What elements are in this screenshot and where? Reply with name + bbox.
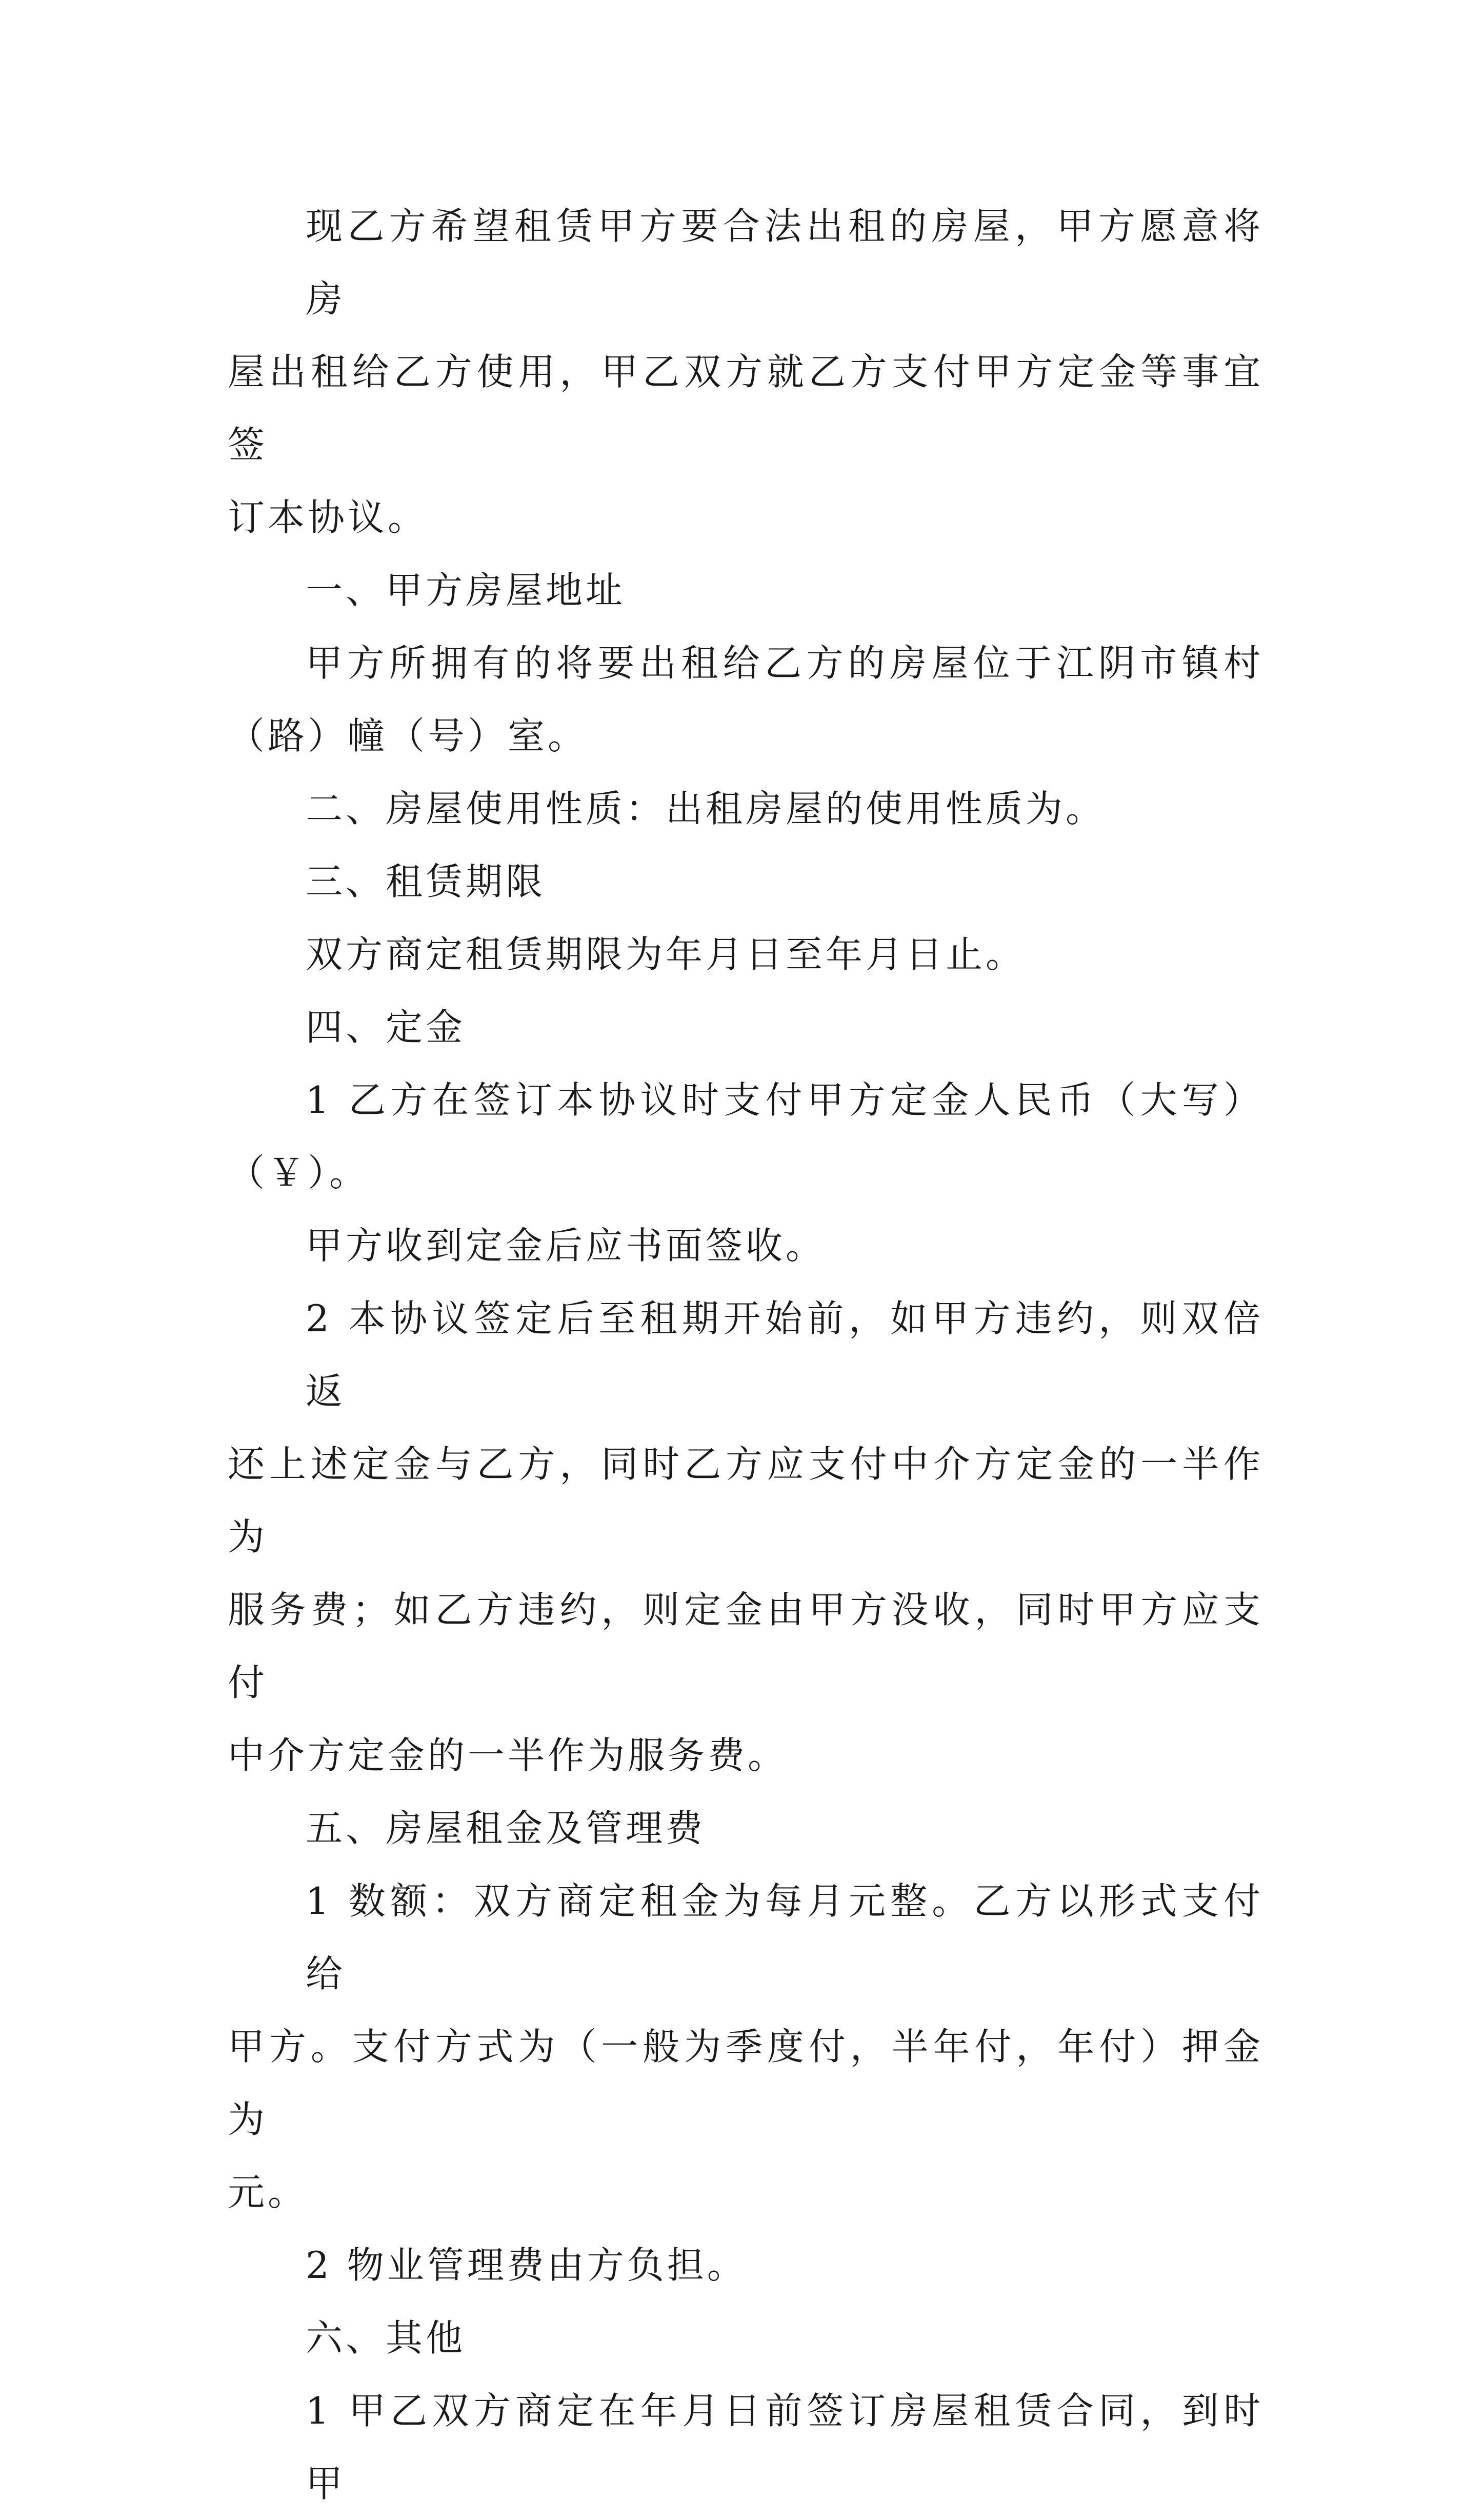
- paragraph-intro: [228, 190, 1264, 554]
- text-line: 1 乙方在签订本协议时支付甲方定金人民币（大写）: [306, 1078, 1264, 1122]
- text-line: 订本协议。: [228, 496, 428, 539]
- heading-text: 二、房屋使用性质：出租房屋的使用性质为。: [306, 787, 1106, 830]
- heading-text: 四、定金: [306, 1006, 466, 1049]
- heading-text: 一、甲方房屋地址: [306, 569, 626, 612]
- text-line: 服务费；如乙方违约，则定金由甲方没收，同时甲方应支付: [228, 1588, 1264, 1704]
- text-line: 双方商定租赁期限为年月日至年月日止。: [306, 933, 1026, 976]
- heading-text: 三、租赁期限: [306, 860, 546, 903]
- paragraph-deposit-2: [228, 1282, 1264, 1792]
- text-line: 甲方。支付方式为（一般为季度付，半年付，年付）押金为: [228, 2025, 1264, 2141]
- heading-text: 六、其他: [306, 2316, 466, 2359]
- text-line: 中介方定金的一半作为服务费。: [228, 1734, 788, 1777]
- section-heading-4: [228, 991, 1264, 1064]
- text-line: 甲方收到定金后应书面签收。: [306, 1224, 826, 1267]
- paragraph-lease-term: [228, 918, 1264, 991]
- section-heading-6: [228, 2302, 1264, 2374]
- text-line: 元。: [228, 2171, 308, 2214]
- text-line: 屋出租给乙方使用，甲乙双方就乙方支付甲方定金等事宜签: [228, 350, 1264, 466]
- text-line: （路）幢（号）室。: [228, 714, 588, 757]
- paragraph-address: [228, 627, 1264, 772]
- document-body: [228, 190, 1264, 2520]
- paragraph-rent-amount: [228, 1865, 1264, 2229]
- section-heading-2: [228, 772, 1264, 845]
- paragraph-other-1: [228, 2374, 1264, 2520]
- text-line: 甲方所拥有的将要出租给乙方的房屋位于江阴市镇村: [306, 642, 1264, 685]
- section-heading-1: [228, 554, 1264, 627]
- heading-text: 五、房屋租金及管理费: [306, 1807, 706, 1850]
- text-line: 1 甲乙双方商定在年月日前签订房屋租赁合同，到时甲: [306, 2389, 1264, 2505]
- paragraph-management-fee: [228, 2229, 1264, 2302]
- text-line: 2 物业管理费由方负担。: [306, 2244, 747, 2287]
- section-heading-5: [228, 1792, 1264, 1865]
- text-line: 还上述定金与乙方，同时乙方应支付中介方定金的一半作为: [228, 1443, 1264, 1558]
- text-line: 现乙方希望租赁甲方要合法出租的房屋，甲方愿意将房: [306, 205, 1264, 321]
- paragraph-deposit-receipt: [228, 1209, 1264, 1282]
- text-line: （￥）。: [228, 1151, 370, 1194]
- paragraph-deposit-1: [228, 1064, 1264, 1209]
- text-line: 1 数额：双方商定租金为每月元整。乙方以形式支付给: [306, 1879, 1264, 1995]
- section-heading-3: [228, 845, 1264, 918]
- text-line: 2 本协议签定后至租期开始前，如甲方违约，则双倍返: [306, 1297, 1264, 1413]
